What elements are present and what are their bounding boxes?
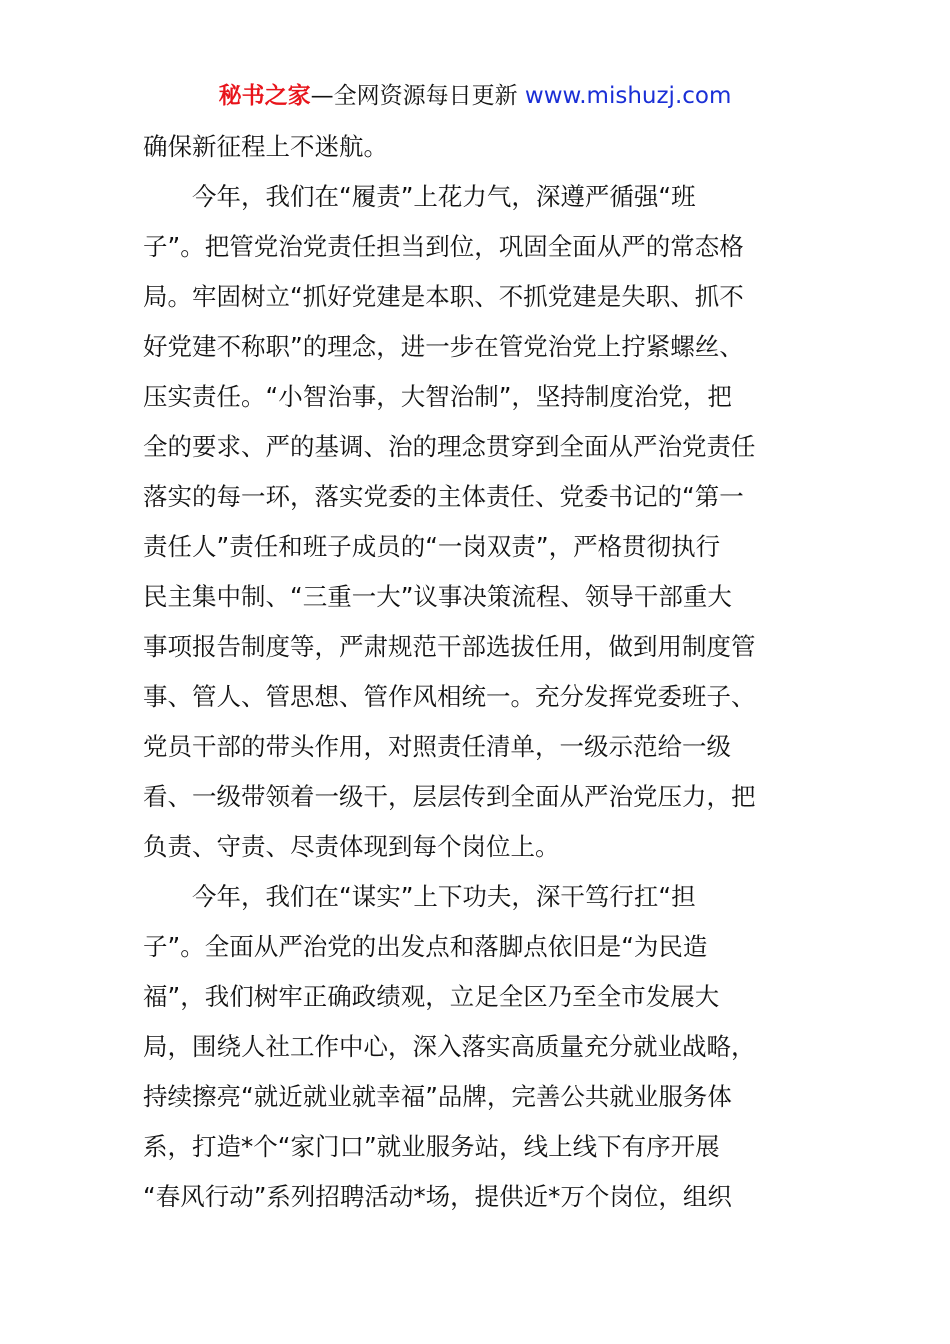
header-tagline: —全网资源每日更新: [310, 83, 525, 109]
brand-name: 秘书之家: [218, 83, 311, 109]
text-line: 今年，我们在“谋实”上下功夫，深干笃行扛“担: [143, 882, 696, 911]
text-line: 系，打造*个“家门口”就业服务站，线上线下有序开展: [143, 1132, 720, 1161]
text-line: “春风行动”系列招聘活动*场，提供近*万个岗位，组织: [143, 1182, 732, 1211]
text-line: 好党建不称职”的理念，进一步在管党治党上拧紧螺丝、: [143, 332, 744, 361]
text-line: 确保新征程上不迷航。: [143, 132, 388, 161]
text-line: 局。牢固树立“抓好党建是本职、不抓党建是失职、抓不: [143, 282, 744, 311]
text-line: 局，围绕人社工作中心，深入落实高质量充分就业战略，: [143, 1032, 756, 1061]
text-line: 民主集中制、“三重一大”议事决策流程、领导干部重大: [143, 582, 732, 611]
text-line: 事、管人、管思想、管作风相统一。充分发挥党委班子、: [143, 682, 756, 711]
document-body: [143, 122, 823, 1222]
text-line: 负责、守责、尽责体现到每个岗位上。: [143, 832, 560, 861]
text-line: 压实责任。“小智治事，大智治制”，坚持制度治党，把: [143, 382, 732, 411]
text-line: 今年，我们在“履责”上花力气，深遵严循强“班: [143, 182, 696, 211]
text-line: 子”。全面从严治党的出发点和落脚点依旧是“为民造: [143, 932, 708, 961]
text-line: 持续擦亮“就近就业就幸福”品牌，完善公共就业服务体: [143, 1082, 732, 1111]
text-line: 看、一级带领着一级干，层层传到全面从严治党压力，把: [143, 782, 756, 811]
text-line: 福”，我们树牢正确政绩观，立足全区乃至全市发展大: [143, 982, 720, 1011]
text-line: 全的要求、严的基调、治的理念贯穿到全面从严治党责任: [143, 432, 756, 461]
text-line: 子”。把管党治党责任担当到位，巩固全面从严的常态格: [143, 232, 744, 261]
site-header: [0, 80, 950, 112]
text-line: 落实的每一环，落实党委的主体责任、党委书记的“第一: [143, 482, 744, 511]
text-line: 责任人”责任和班子成员的“一岗双责”，严格贯彻执行: [143, 532, 721, 561]
text-line: 党员干部的带头作用，对照责任清单，一级示范给一级: [143, 732, 731, 761]
site-url-link[interactable]: www.mishuzj.com: [524, 83, 732, 109]
text-line: 事项报告制度等，严肃规范干部选拔任用，做到用制度管: [143, 632, 756, 661]
